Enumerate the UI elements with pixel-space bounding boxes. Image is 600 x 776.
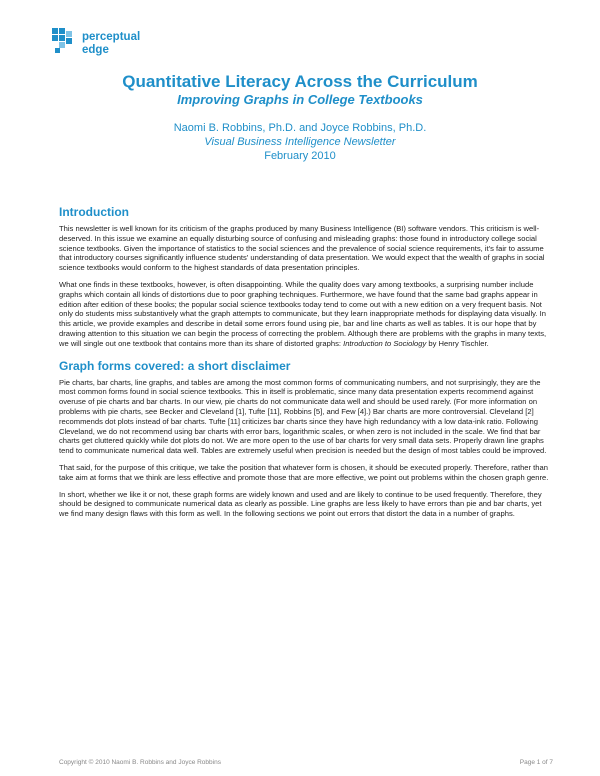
logo-mark-icon <box>52 28 78 58</box>
section-heading-graph-forms: Graph forms covered: a short disclaimer <box>59 358 291 373</box>
intro-p2-text-a: What one finds in these textbooks, however, is often disappointing. While the quality does vary among textbooks, a surprising number include graphs which contain all kinds of distortions due to poor graphing techniques. Furthermore, we have found that the same bad graphs appear in edition after edition of these books; the popular social science textbooks today tend to come out with a new edition on a very frequent basis. Not only do students miss substantively what the graph attempts to communicate, but they learn inappropriate methods for displaying data visually. In this article, we provide examples and describe in detail some errors found using pie, bar and line charts as well as tables. It is our hope that by drawing attention to this situation we can begin the process of correcting the problem. Although there are problems with the graphs in many texts, we will single out one textbook that contains more than its share of distorted graphs: <box>59 279 547 348</box>
graph-paragraph-2: That said, for the purpose of this critique, we take the position that whatever form is chosen, it should be executed properly. Therefore, rather than take aim at forms that we think are less effective and promote those that are more effective, we point out problems within the chosen graph genre. <box>59 462 549 482</box>
logo-line2: edge <box>82 44 109 56</box>
byline <box>60 121 540 163</box>
perceptual-edge-logo <box>52 22 162 66</box>
copyright: Copyright © 2010 Naomi B. Robbins and Joyce Robbins <box>59 759 221 766</box>
intro-paragraph-1: This newsletter is well known for its criticism of the graphs produced by many Business Intelligence (BI) software vendors. This criticism is well-deserved. In this issue we examine an equally disturbing source of confusing and misleading graphs: those found in introductory college social science textbooks. Given the importance of statistics to the social sciences and the prevalence of social science requirements, it's fair to assume that introductory courses significantly influence students' understanding of data presentation. We would expect that the wealth of graphs in social science textbooks would conform to the highest standards of data presentation principles. <box>59 224 545 273</box>
article-body <box>59 205 553 526</box>
logo-line1: perceptual <box>82 31 141 43</box>
publication: Visual Business Intelligence Newsletter <box>204 136 396 148</box>
page-subtitle: Improving Graphs in College Textbooks <box>177 92 423 107</box>
intro-paragraph-2 <box>59 280 553 349</box>
page-title: Quantitative Literacy Across the Curriculum <box>122 72 478 91</box>
page-number: Page 1 of 7 <box>519 759 553 766</box>
graph-paragraph-1: Pie charts, bar charts, line graphs, and tables are among the most common forms of communicating numbers, and not surprisingly, they are the most common forms found in social science textbooks. This in itself is problematic, since many data presentation experts recommend against overuse of pie charts and bar charts. In our view, pie charts do not communicate data well and should be used rarely. (For more information on problems with pie charts, see Becker and Cleveland [1], Tufte [11], Robbins [5], and Few [4].) Bar charts are more controversial. Cleveland [2] recommends dot plots instead of bar charts. Tufte [11] criticizes bar charts since they have high redundancy with a low data-ink ratio. Following Cleveland, we do not recommend using bar charts with error bars, logarithmic scales, or when zero is not included in the scale. We find that bar charts get cluttered quickly while dot plots do not. We are more open to the use of bar charts for very small data sets. Properly drawn line graphs tend to communicate numerical data well. Tables are extremely useful when precision is needed but the design of most tables could be improved. <box>59 377 547 456</box>
intro-p2-text-b: by Henry Tischler. <box>426 338 489 348</box>
authors: Naomi B. Robbins, Ph.D. and Joyce Robbins, Ph.D. <box>173 122 427 134</box>
publication-date: February 2010 <box>264 150 336 162</box>
book-title: Introduction to Sociology <box>343 338 427 348</box>
title-block <box>60 72 540 108</box>
graph-paragraph-3: In short, whether we like it or not, these graph forms are widely known and used and are likely to continue to be used frequently. Therefore, they should be designed to communicate numerical data as clearly as possible. Line graphs are less likely to have errors than pie and bar charts, yet we find many design flaws with this form as well. In the following sections we point out errors that distort the data in a number of graphs. <box>59 489 542 519</box>
section-heading-introduction: Introduction <box>59 205 129 219</box>
